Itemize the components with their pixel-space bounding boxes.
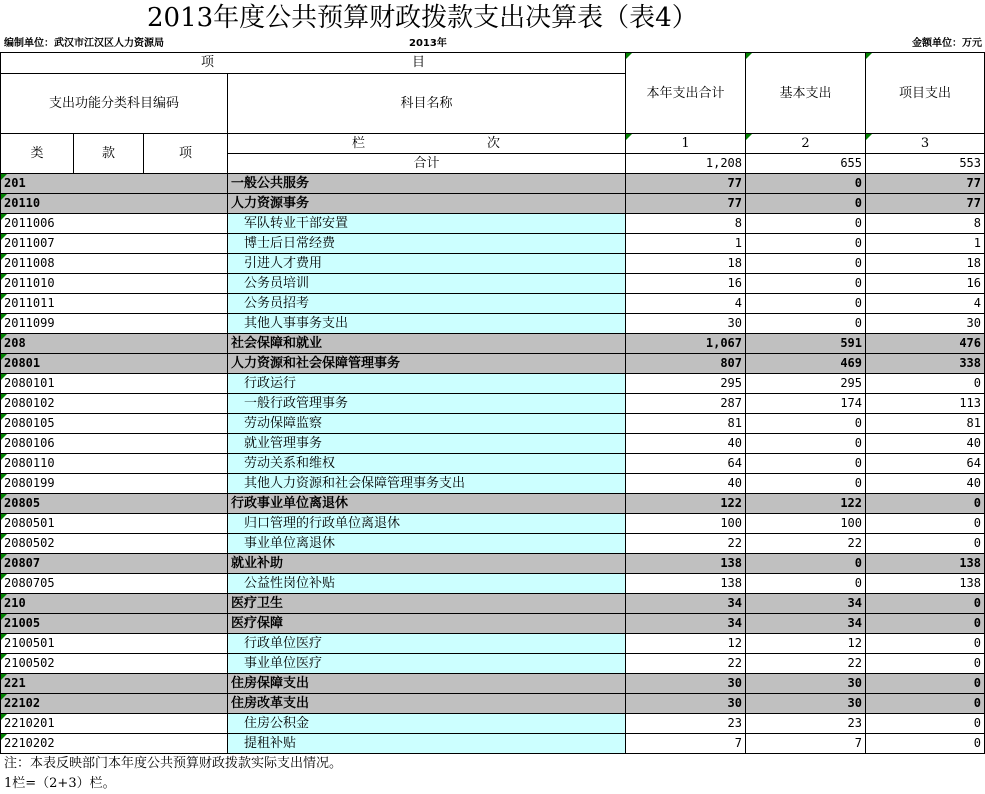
- subject-name-cell[interactable]: 一般行政管理事务: [228, 394, 626, 414]
- subject-name-cell[interactable]: 人力资源事务: [228, 194, 626, 214]
- totals-basic-expenditure[interactable]: 655: [746, 154, 866, 174]
- table-row-subtotal: [1, 334, 985, 354]
- subject-name-cell[interactable]: 住房保障支出: [228, 674, 626, 694]
- subject-name-cell[interactable]: 公益性岗位补贴: [228, 574, 626, 594]
- header-project-expenditure[interactable]: 项目支出: [866, 53, 985, 134]
- basic-expenditure-cell[interactable]: 591: [746, 334, 866, 354]
- project-expenditure-cell[interactable]: 64: [866, 454, 985, 474]
- function-code-cell[interactable]: 22102: [1, 694, 228, 714]
- table-row: [1, 314, 985, 334]
- totals-total-expenditure[interactable]: 1,208: [626, 154, 746, 174]
- header-item-label: 项: [201, 55, 215, 70]
- reporting-unit-label: 编制单位：武汉市江汉区人力资源局: [4, 38, 164, 49]
- project-expenditure-cell[interactable]: 0: [866, 514, 985, 534]
- subject-name-cell[interactable]: 住房改革支出: [228, 694, 626, 714]
- project-expenditure-cell[interactable]: 138: [866, 574, 985, 594]
- project-expenditure-cell[interactable]: 0: [866, 654, 985, 674]
- header-column-label: 栏: [352, 136, 366, 151]
- table-row: [1, 474, 985, 494]
- subject-name-cell[interactable]: 行政单位医疗: [228, 634, 626, 654]
- basic-expenditure-cell[interactable]: 0: [746, 274, 866, 294]
- function-code-cell[interactable]: 2011099: [1, 314, 228, 334]
- table-row-subtotal: [1, 354, 985, 374]
- header-row-column-index: [1, 134, 985, 154]
- project-expenditure-cell[interactable]: 40: [866, 474, 985, 494]
- subject-name-cell[interactable]: 就业补助: [228, 554, 626, 574]
- subject-name-cell[interactable]: 一般公共服务: [228, 174, 626, 194]
- column-formula-note: 1栏=（2+3）栏。: [4, 776, 116, 791]
- expenditure-table: [0, 52, 985, 754]
- project-expenditure-cell[interactable]: 16: [866, 274, 985, 294]
- basic-expenditure-cell[interactable]: 30: [746, 674, 866, 694]
- basic-expenditure-cell[interactable]: 469: [746, 354, 866, 374]
- function-code-cell[interactable]: 2011011: [1, 294, 228, 314]
- total-expenditure-cell[interactable]: 4: [626, 294, 746, 314]
- header-total-expenditure[interactable]: 本年支出合计: [626, 53, 746, 134]
- function-code-cell[interactable]: 2011006: [1, 214, 228, 234]
- total-expenditure-cell[interactable]: 8: [626, 214, 746, 234]
- footnote: 注：本表反映部门本年度公共预算财政拨款实际支出情况。: [4, 756, 343, 771]
- project-expenditure-cell[interactable]: 0: [866, 594, 985, 614]
- project-expenditure-cell[interactable]: 18: [866, 254, 985, 274]
- function-code-cell[interactable]: 2080501: [1, 514, 228, 534]
- total-expenditure-cell[interactable]: 807: [626, 354, 746, 374]
- currency-unit-label: 金额单位：万元: [912, 38, 982, 49]
- table-row: [1, 634, 985, 654]
- function-code-cell[interactable]: 2080705: [1, 574, 228, 594]
- basic-expenditure-cell[interactable]: 0: [746, 574, 866, 594]
- basic-expenditure-cell[interactable]: 100: [746, 514, 866, 534]
- project-expenditure-cell[interactable]: 0: [866, 534, 985, 554]
- table-row: [1, 434, 985, 454]
- header-entry[interactable]: 项: [144, 134, 228, 174]
- project-expenditure-cell[interactable]: 0: [866, 694, 985, 714]
- basic-expenditure-cell[interactable]: 30: [746, 694, 866, 714]
- report-title: 2013年度公共预算财政拨款支出决算表（表4）: [147, 3, 698, 33]
- function-code-cell[interactable]: 2210202: [1, 734, 228, 754]
- function-code-cell[interactable]: 20805: [1, 494, 228, 514]
- project-expenditure-cell[interactable]: 0: [866, 374, 985, 394]
- table-row-subtotal: [1, 594, 985, 614]
- total-expenditure-cell[interactable]: 30: [626, 674, 746, 694]
- total-expenditure-cell[interactable]: 1: [626, 234, 746, 254]
- function-code-cell[interactable]: 2080101: [1, 374, 228, 394]
- basic-expenditure-cell[interactable]: 0: [746, 554, 866, 574]
- basic-expenditure-cell[interactable]: 12: [746, 634, 866, 654]
- basic-expenditure-cell[interactable]: 34: [746, 594, 866, 614]
- total-expenditure-cell[interactable]: 138: [626, 554, 746, 574]
- basic-expenditure-cell[interactable]: 0: [746, 434, 866, 454]
- project-expenditure-cell[interactable]: 0: [866, 674, 985, 694]
- total-expenditure-cell[interactable]: 34: [626, 614, 746, 634]
- total-expenditure-cell[interactable]: 18: [626, 254, 746, 274]
- column-number-3[interactable]: 3: [866, 134, 985, 154]
- column-number-2[interactable]: 2: [746, 134, 866, 154]
- header-row-item-subject: [1, 53, 985, 74]
- total-expenditure-cell[interactable]: 77: [626, 194, 746, 214]
- basic-expenditure-cell[interactable]: 295: [746, 374, 866, 394]
- totals-project-expenditure[interactable]: 553: [866, 154, 985, 174]
- total-expenditure-cell[interactable]: 12: [626, 634, 746, 654]
- project-expenditure-cell[interactable]: 338: [866, 354, 985, 374]
- project-expenditure-cell[interactable]: 1: [866, 234, 985, 254]
- project-expenditure-cell[interactable]: 81: [866, 414, 985, 434]
- project-expenditure-cell[interactable]: 30: [866, 314, 985, 334]
- function-code-cell[interactable]: 201: [1, 174, 228, 194]
- function-code-cell[interactable]: 20807: [1, 554, 228, 574]
- project-expenditure-cell[interactable]: 0: [866, 634, 985, 654]
- total-expenditure-cell[interactable]: 30: [626, 314, 746, 334]
- total-expenditure-cell[interactable]: 100: [626, 514, 746, 534]
- basic-expenditure-cell[interactable]: 0: [746, 294, 866, 314]
- header-item-subject-cell[interactable]: [1, 53, 626, 74]
- subject-name-cell[interactable]: 劳动保障监察: [228, 414, 626, 434]
- function-code-cell[interactable]: 20801: [1, 354, 228, 374]
- subject-name-cell[interactable]: 劳动关系和维权: [228, 454, 626, 474]
- table-row: [1, 374, 985, 394]
- table-row: [1, 734, 985, 754]
- total-expenditure-cell[interactable]: 7: [626, 734, 746, 754]
- total-expenditure-cell[interactable]: 295: [626, 374, 746, 394]
- function-code-cell[interactable]: 2100502: [1, 654, 228, 674]
- total-expenditure-cell[interactable]: 40: [626, 434, 746, 454]
- header-subject-name[interactable]: 科目名称: [228, 74, 626, 134]
- subject-name-cell[interactable]: 行政运行: [228, 374, 626, 394]
- header-column-order-cell[interactable]: [228, 134, 626, 154]
- header-function-code[interactable]: 支出功能分类科目编码: [1, 74, 228, 134]
- table-row-subtotal: [1, 614, 985, 634]
- total-expenditure-cell[interactable]: 1,067: [626, 334, 746, 354]
- basic-expenditure-cell[interactable]: 22: [746, 654, 866, 674]
- subject-name-cell[interactable]: 就业管理事务: [228, 434, 626, 454]
- total-expenditure-cell[interactable]: 122: [626, 494, 746, 514]
- totals-label[interactable]: 合计: [228, 154, 626, 174]
- table-row: [1, 274, 985, 294]
- table-row: [1, 254, 985, 274]
- total-expenditure-cell[interactable]: 40: [626, 474, 746, 494]
- project-expenditure-cell[interactable]: 476: [866, 334, 985, 354]
- function-code-cell[interactable]: 2100501: [1, 634, 228, 654]
- table-row: [1, 714, 985, 734]
- subject-name-cell[interactable]: 军队转业干部安置: [228, 214, 626, 234]
- project-expenditure-cell[interactable]: 113: [866, 394, 985, 414]
- table-row: [1, 394, 985, 414]
- subject-name-cell[interactable]: 事业单位医疗: [228, 654, 626, 674]
- project-expenditure-cell[interactable]: 138: [866, 554, 985, 574]
- total-expenditure-cell[interactable]: 22: [626, 534, 746, 554]
- basic-expenditure-cell[interactable]: 22: [746, 534, 866, 554]
- subject-name-cell[interactable]: 事业单位离退休: [228, 534, 626, 554]
- total-expenditure-cell[interactable]: 77: [626, 174, 746, 194]
- basic-expenditure-cell[interactable]: 0: [746, 194, 866, 214]
- table-body: [1, 174, 985, 754]
- subject-name-cell[interactable]: 博士后日常经费: [228, 234, 626, 254]
- total-expenditure-cell[interactable]: 30: [626, 694, 746, 714]
- basic-expenditure-cell[interactable]: 34: [746, 614, 866, 634]
- function-code-cell[interactable]: 21005: [1, 614, 228, 634]
- total-expenditure-cell[interactable]: 81: [626, 414, 746, 434]
- basic-expenditure-cell[interactable]: 0: [746, 254, 866, 274]
- total-expenditure-cell[interactable]: 64: [626, 454, 746, 474]
- subject-name-cell[interactable]: 社会保障和就业: [228, 334, 626, 354]
- basic-expenditure-cell[interactable]: 0: [746, 234, 866, 254]
- basic-expenditure-cell[interactable]: 0: [746, 414, 866, 434]
- function-code-cell[interactable]: 2080106: [1, 434, 228, 454]
- function-code-cell[interactable]: 208: [1, 334, 228, 354]
- function-code-cell[interactable]: 2080199: [1, 474, 228, 494]
- basic-expenditure-cell[interactable]: 174: [746, 394, 866, 414]
- total-expenditure-cell[interactable]: 34: [626, 594, 746, 614]
- subject-name-cell[interactable]: 公务员招考: [228, 294, 626, 314]
- total-expenditure-cell[interactable]: 23: [626, 714, 746, 734]
- basic-expenditure-cell[interactable]: 0: [746, 454, 866, 474]
- project-expenditure-cell[interactable]: 40: [866, 434, 985, 454]
- basic-expenditure-cell[interactable]: 122: [746, 494, 866, 514]
- header-order-label: 次: [487, 136, 501, 151]
- column-number-1[interactable]: 1: [626, 134, 746, 154]
- function-code-cell[interactable]: 20110: [1, 194, 228, 214]
- table-row-subtotal: [1, 494, 985, 514]
- function-code-cell[interactable]: 210: [1, 594, 228, 614]
- subject-name-cell[interactable]: 提租补贴: [228, 734, 626, 754]
- project-expenditure-cell[interactable]: 0: [866, 614, 985, 634]
- subject-name-cell[interactable]: 行政事业单位离退休: [228, 494, 626, 514]
- project-expenditure-cell[interactable]: 77: [866, 174, 985, 194]
- project-expenditure-cell[interactable]: 0: [866, 734, 985, 754]
- table-row: [1, 214, 985, 234]
- total-expenditure-cell[interactable]: 287: [626, 394, 746, 414]
- basic-expenditure-cell[interactable]: 0: [746, 314, 866, 334]
- function-code-cell[interactable]: 2011010: [1, 274, 228, 294]
- header-subject-label: 目: [412, 55, 426, 70]
- table-row-subtotal: [1, 694, 985, 714]
- project-expenditure-cell[interactable]: 8: [866, 214, 985, 234]
- subject-name-cell[interactable]: 引进人才费用: [228, 254, 626, 274]
- table-row: [1, 654, 985, 674]
- basic-expenditure-cell[interactable]: 0: [746, 474, 866, 494]
- subject-name-cell[interactable]: 医疗卫生: [228, 594, 626, 614]
- table-row: [1, 234, 985, 254]
- table-header: [1, 53, 985, 174]
- table-row: [1, 534, 985, 554]
- subject-name-cell[interactable]: 公务员培训: [228, 274, 626, 294]
- table-row: [1, 514, 985, 534]
- report-year-label: 2013年: [409, 38, 447, 49]
- function-code-cell[interactable]: 2210201: [1, 714, 228, 734]
- subject-name-cell[interactable]: 归口管理的行政单位离退休: [228, 514, 626, 534]
- table-row: [1, 294, 985, 314]
- subject-name-cell[interactable]: 住房公积金: [228, 714, 626, 734]
- total-expenditure-cell[interactable]: 16: [626, 274, 746, 294]
- total-expenditure-cell[interactable]: 138: [626, 574, 746, 594]
- project-expenditure-cell[interactable]: 0: [866, 714, 985, 734]
- table-row: [1, 454, 985, 474]
- table-row-subtotal: [1, 174, 985, 194]
- function-code-cell[interactable]: 221: [1, 674, 228, 694]
- basic-expenditure-cell[interactable]: 0: [746, 214, 866, 234]
- function-code-cell[interactable]: 2011008: [1, 254, 228, 274]
- function-code-cell[interactable]: 2080502: [1, 534, 228, 554]
- total-expenditure-cell[interactable]: 22: [626, 654, 746, 674]
- project-expenditure-cell[interactable]: 77: [866, 194, 985, 214]
- basic-expenditure-cell[interactable]: 7: [746, 734, 866, 754]
- subject-name-cell[interactable]: 医疗保障: [228, 614, 626, 634]
- basic-expenditure-cell[interactable]: 0: [746, 174, 866, 194]
- table-row-subtotal: [1, 674, 985, 694]
- header-basic-expenditure[interactable]: 基本支出: [746, 53, 866, 134]
- header-class[interactable]: 类: [1, 134, 74, 174]
- subject-name-cell[interactable]: 其他人事事务支出: [228, 314, 626, 334]
- basic-expenditure-cell[interactable]: 23: [746, 714, 866, 734]
- function-code-cell[interactable]: 2080110: [1, 454, 228, 474]
- project-expenditure-cell[interactable]: 0: [866, 494, 985, 514]
- table-row-subtotal: [1, 554, 985, 574]
- table-row: [1, 414, 985, 434]
- header-section[interactable]: 款: [74, 134, 144, 174]
- subject-name-cell[interactable]: 其他人力资源和社会保障管理事务支出: [228, 474, 626, 494]
- table-row: [1, 574, 985, 594]
- function-code-cell[interactable]: 2011007: [1, 234, 228, 254]
- subject-name-cell[interactable]: 人力资源和社会保障管理事务: [228, 354, 626, 374]
- project-expenditure-cell[interactable]: 4: [866, 294, 985, 314]
- function-code-cell[interactable]: 2080102: [1, 394, 228, 414]
- table-row-subtotal: [1, 194, 985, 214]
- function-code-cell[interactable]: 2080105: [1, 414, 228, 434]
